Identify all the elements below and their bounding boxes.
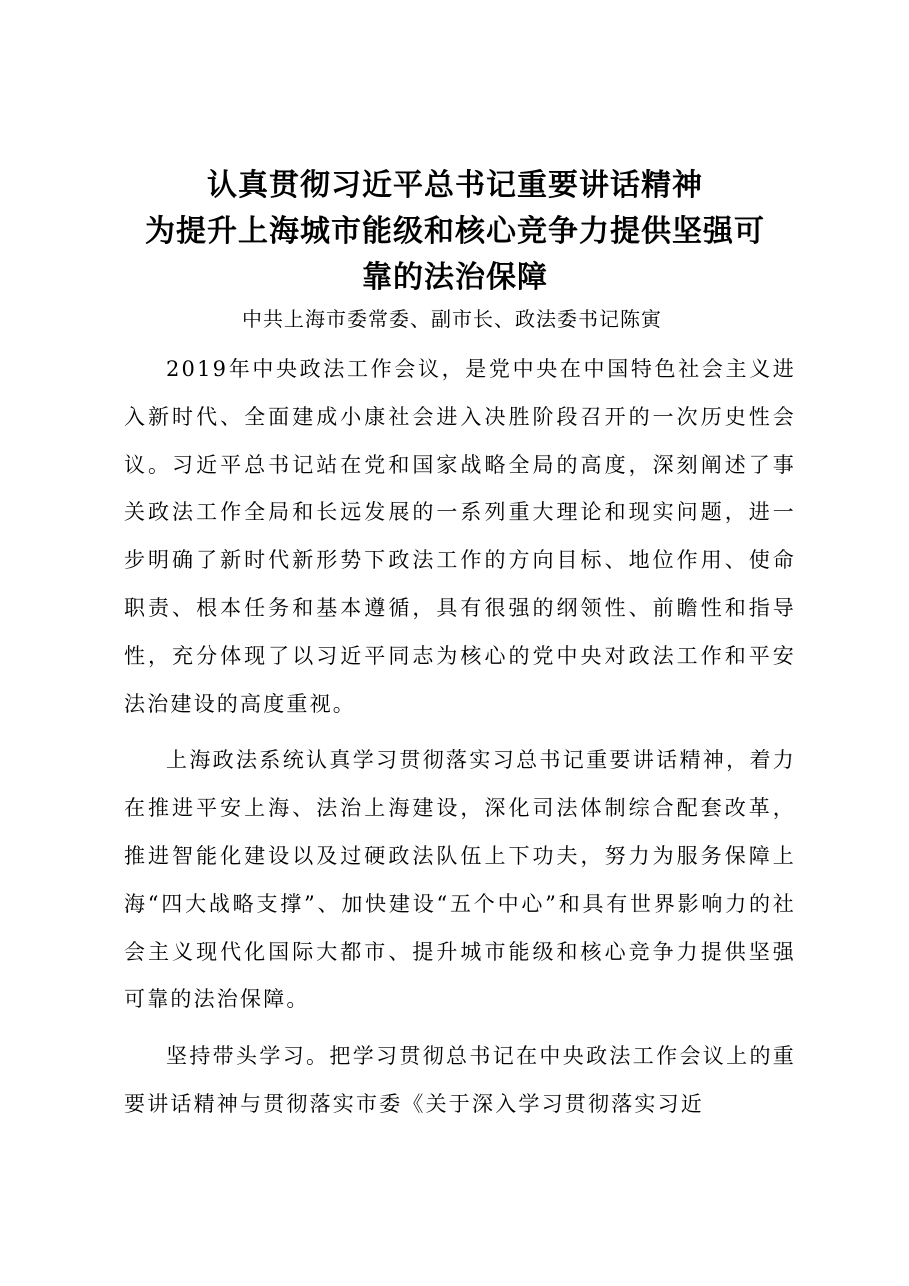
paragraph-2: 上海政法系统认真学习贯彻落实习总书记重要讲话精神，着力在推进平安上海、法治上海建设，深化司法体制综合配套改革，推进智能化建设以及过硬政法队伍上下功夫，努力为服务保障上海“四大战略支撑”、加快建设“五个中心”和具有世界影响力的社会主义现代化国际大都市、提升城市能级和核心竞争力提供坚强可靠的法治保障。: [124, 748, 796, 1012]
paragraph-3: 坚持带头学习。把学习贯彻总书记在中央政法工作会议上的重要讲话精神与贯彻落实市委《关于深入学习贯彻落实习近: [124, 1044, 796, 1116]
title-line-1: 认真贯彻习近平总书记重要讲话精神: [207, 168, 703, 203]
author-byline: 中共上海市委常委、副市长、政法委书记陈寅: [242, 307, 662, 331]
title-line-2: 为提升上海城市能级和核心竞争力提供坚强可: [145, 214, 765, 249]
title-line-3: 靠的法治保障: [362, 260, 548, 295]
paragraph-1: 2019年中央政法工作会议，是党中央在中国特色社会主义进入新时代、全面建成小康社会进入决胜阶段召开的一次历史性会议。习近平总书记站在党和国家战略全局的高度，深刻阐述了事关政法工作全局和长远发展的一系列重大理论和现实问题，进一步明确了新时代新形势下政法工作的方向目标、地位作用、使命职责、根本任务和基本遵循，具有很强的纲领性、前瞻性和指导性，充分体现了以习近平同志为核心的党中央对政法工作和平安法治建设的高度重视。: [124, 357, 796, 716]
document-body: [124, 346, 796, 1138]
document-title: [110, 163, 800, 301]
